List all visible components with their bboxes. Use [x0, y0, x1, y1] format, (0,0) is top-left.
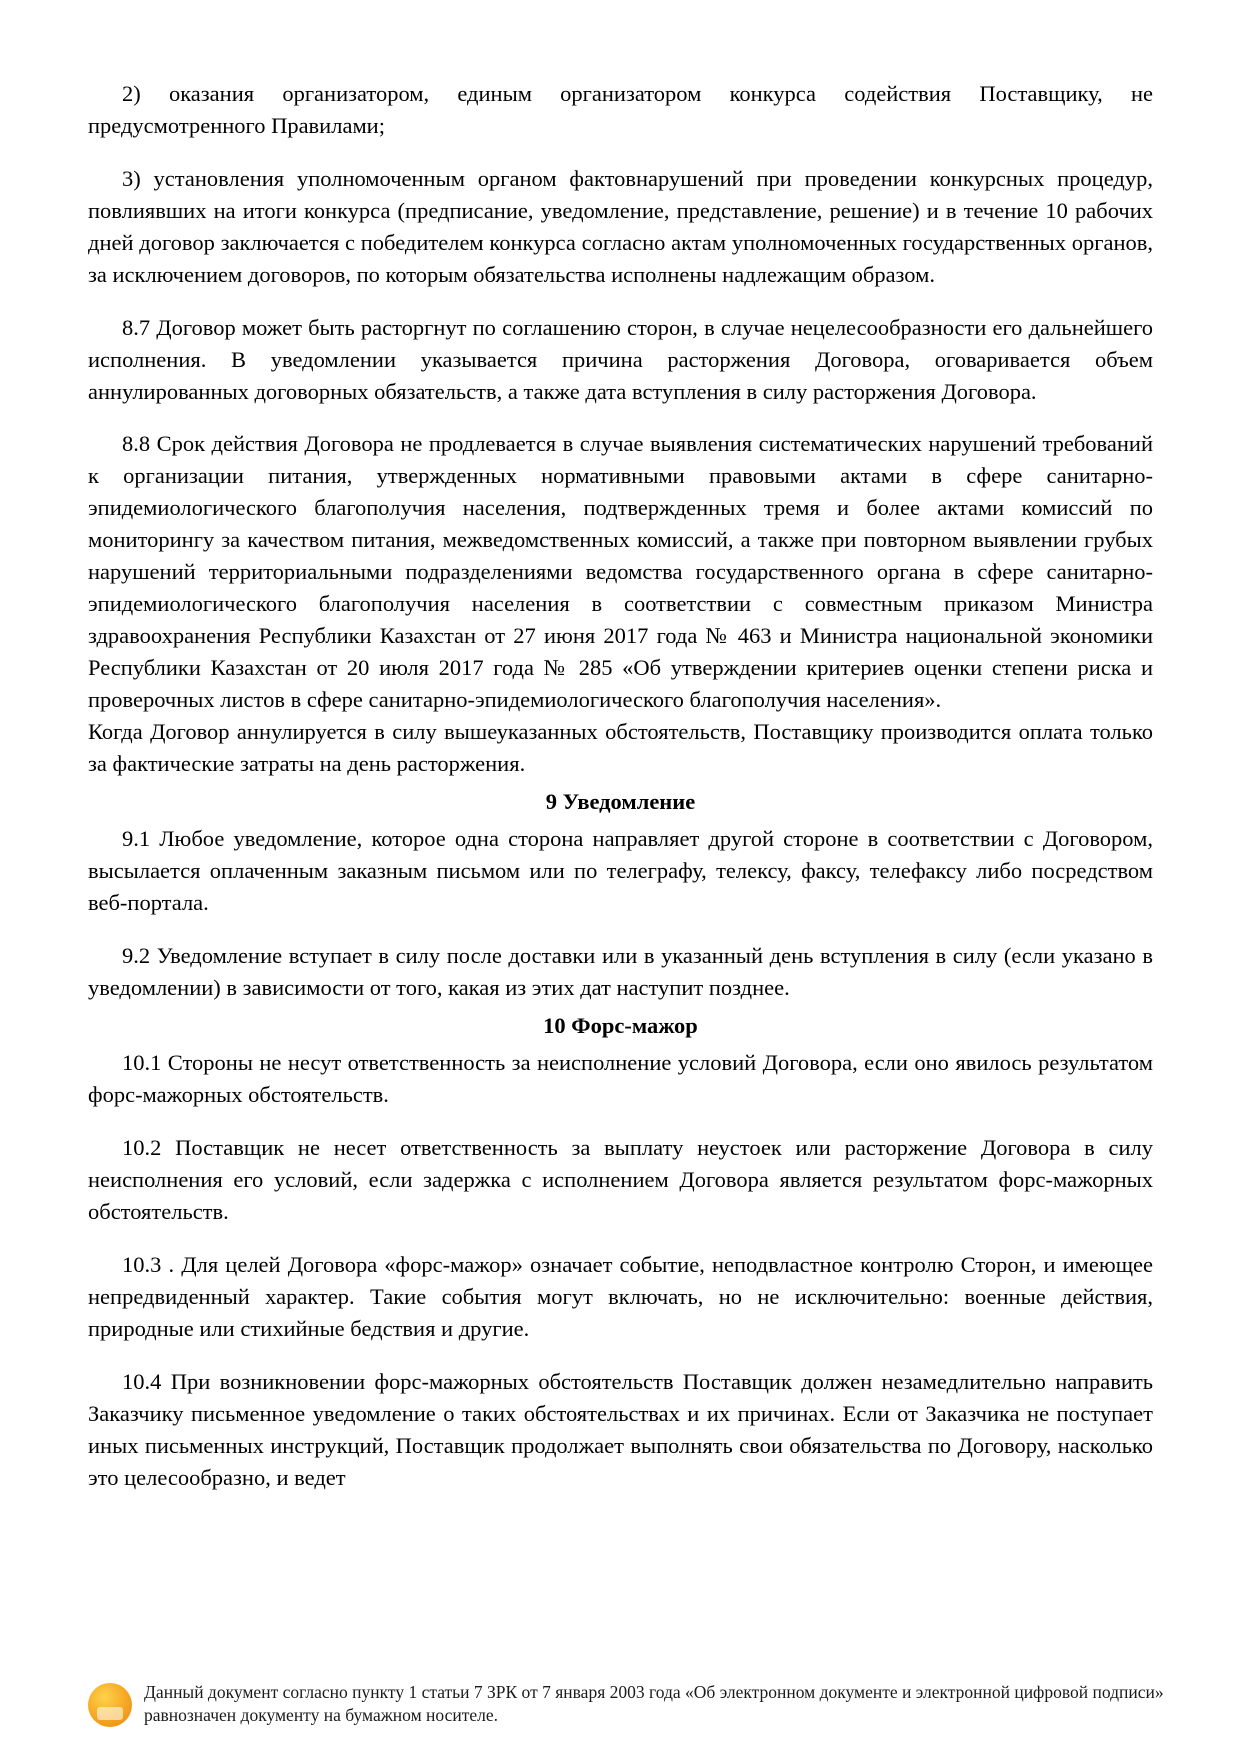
- paragraph-spacer: [88, 407, 1153, 428]
- paragraph-clause-10-3: 10.3 . Для целей Договора «форс-мажор» означает событие, неподвластное контролю Сторон, и имеющее непредвиденный характер. Такие события могут включать, но не исключительно: военные действия, природные или стихийные бедствия и другие.: [88, 1252, 1153, 1341]
- footer-disclaimer-text: Данный документ согласно пункту 1 статьи 7 ЗРК от 7 января 2003 года «Об электронном документе и электронной цифровой подписи» равнозначен документу на бумажном носителе.: [144, 1681, 1164, 1726]
- paragraph-clause-8-8: 8.8 Срок действия Договора не продлевается в случае выявления систематических нарушений требований к организации питания, утвержденных нормативными правовыми актами в сфере санитарно-эпидемиологического благополучия населения, подтвержденных тремя и более актами комиссий по мониторингу за качеством питания, межведомственных комиссий, а также при повторном выявлении грубых нарушений территориальными подразделениями ведомства государственного органа в сфере санитарно-эпидемиологического благополучия населения в соответствии с совместным приказом Министра здравоохранения Республики Казахстан от 27 июня 2017 года № 463 и Министра национальной экономики Республики Казахстан от 20 июля 2017 года № 285 «Об утверждении критериев оценки степени риска и проверочных листов в сфере санитарно-эпидемиологического благополучия населения».: [88, 431, 1153, 712]
- paragraph-spacer: [88, 291, 1153, 312]
- paragraph-clause-8-6-2: 2) оказания организатором, единым организатором конкурса содействия Поставщику, не предусмотренного Правилами;: [88, 81, 1153, 138]
- paragraph-clause-9-2: 9.2 Уведомление вступает в силу после доставки или в указанный день вступления в силу (если указано в уведомлении) в зависимости от того, какая из этих дат наступит позднее.: [88, 943, 1153, 1000]
- paragraph-clause-8-7: 8.7 Договор может быть расторгнут по соглашению сторон, в случае нецелесообразности его дальнейшего исполнения. В уведомлении указывается причина расторжения Договора, оговаривается объем аннулированных договорных обязательств, а также дата вступления в силу расторжения Договора.: [88, 314, 1153, 404]
- paragraph-spacer: [88, 142, 1153, 163]
- paragraph-clause-10-4: 10.4 При возникновении форс-мажорных обстоятельств Поставщик должен незамедлительно направить Заказчику письменное уведомление о таких обстоятельствах и их причинах. Если от Заказчика не поступает иных письменных инструкций, Поставщик продолжает выполнять свои обязательства по Договору, насколько это целесообразно, и ведет: [88, 1368, 1153, 1490]
- paragraph-clause-8-8-note: Когда Договор аннулируется в силу вышеуказанных обстоятельств, Поставщику производится оплата только за фактические затраты на день расторжения.: [88, 718, 1153, 776]
- paragraph-spacer: [88, 1228, 1153, 1249]
- paragraph-spacer: [88, 1111, 1153, 1132]
- paragraph-spacer: [88, 1345, 1153, 1366]
- paragraph-clause-9-1: 9.1 Любое уведомление, которое одна сторона направляет другой стороне в соответствии с Договором, высылается оплаченным заказным письмом или по телеграфу, телексу, факсу, телефаксу либо посредством веб-портала.: [88, 826, 1153, 916]
- paragraph-clause-10-1: 10.1 Стороны не несут ответственность за неисполнение условий Договора, если оно явилось результатом форс-мажорных обстоятельств.: [88, 1050, 1153, 1108]
- paragraph-clause-10-2: 10.2 Поставщик не несет ответственность за выплату неустоек или расторжение Договора в силу неисполнения его условий, если задержка с исполнением Договора является результатом форс-мажорных обстоятельств.: [88, 1135, 1153, 1225]
- paragraph-clause-8-6-3: 3) установления уполномоченным органом фактовнарушений при проведении конкурсных процедур, повлиявших на итоги конкурса (предписание, уведомление, представление, решение) и в течение 10 рабочих дней договор заключается с победителем конкурса согласно актам уполномоченных государственных органов, за исключением договоров, по которым обязательства исполнены надлежащим образом.: [88, 165, 1153, 287]
- paragraph-spacer: [88, 919, 1153, 940]
- electronic-signature-seal-icon: [88, 1683, 132, 1727]
- document-footer: [88, 1681, 1171, 1728]
- document-body: [88, 78, 1153, 1494]
- section-heading-9: 9 Уведомление: [545, 788, 696, 814]
- section-heading-10: 10 Форс-мажор: [543, 1012, 698, 1038]
